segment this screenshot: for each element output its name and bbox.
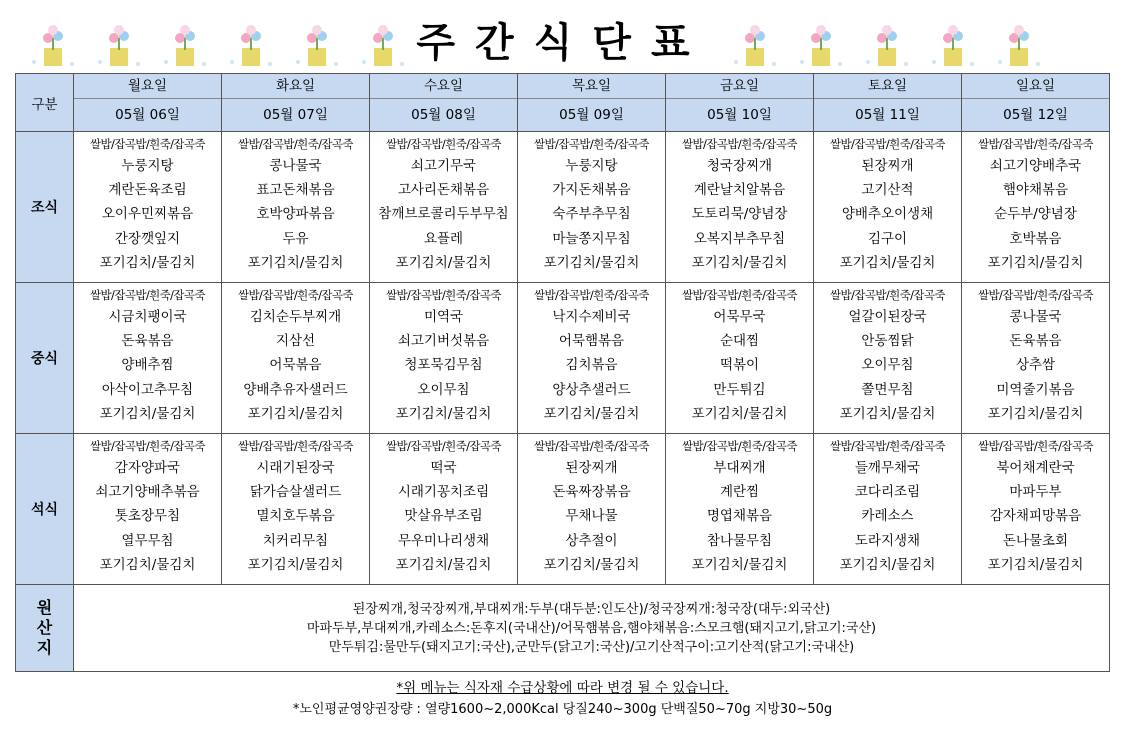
menu-item: 부대찌개	[713, 460, 766, 476]
flower-pot-icon	[924, 18, 982, 72]
day-header-fri	[666, 74, 814, 132]
menu-item: 무채나물	[565, 508, 618, 525]
menu-item: 양배추오이생채	[841, 206, 934, 223]
menu-item: 김치볶음	[565, 357, 618, 374]
menu-cell	[74, 434, 222, 585]
menu-item: 참깨브로콜리두부무침	[378, 206, 509, 223]
menu-item: 감자채피망볶음	[989, 508, 1082, 525]
menu-cell	[814, 434, 962, 585]
menu-item: 청포묵김무침	[404, 357, 483, 374]
menu-item: 포기김치/물김치	[839, 254, 936, 271]
menu-item: 콩나물국	[1009, 309, 1062, 325]
day-date: 05월 06일	[115, 107, 180, 123]
menu-item: 어묵볶음	[269, 357, 322, 374]
flower-pot-icon	[792, 18, 850, 72]
menu-item: 감자양파국	[114, 460, 181, 476]
menu-item: 코다리조림	[854, 484, 921, 501]
meal-row-dinner	[16, 434, 1110, 585]
menu-item: 치커리무침	[262, 532, 329, 549]
menu-cell	[370, 283, 518, 434]
rice-options: 쌀밥/잡곡밥/흰죽/잡곡죽	[238, 439, 353, 453]
menu-item: 맛살유부조림	[404, 508, 483, 525]
menu-item: 도라지생채	[854, 532, 921, 549]
menu-item: 명엽채볶음	[706, 508, 773, 525]
rice-options: 쌀밥/잡곡밥/흰죽/잡곡죽	[534, 439, 649, 453]
menu-item: 쇠고기양배추국	[989, 158, 1082, 174]
menu-cell	[814, 132, 962, 283]
day-header-row	[16, 74, 1110, 132]
day-name: 화요일	[222, 74, 369, 99]
menu-item: 오이우민찌볶음	[101, 206, 194, 223]
flower-pot-icon	[90, 18, 148, 72]
menu-item: 쇠고기버섯볶음	[397, 333, 490, 350]
menu-item: 포기김치/물김치	[839, 405, 936, 422]
menu-item: 쫄면무침	[861, 381, 914, 398]
day-name: 일요일	[962, 74, 1109, 99]
menu-item: 안동찜닭	[861, 333, 914, 350]
menu-item: 닭가슴살샐러드	[249, 484, 342, 501]
rice-options: 쌀밥/잡곡밥/흰죽/잡곡죽	[534, 288, 649, 302]
rice-options: 쌀밥/잡곡밥/흰죽/잡곡죽	[238, 137, 353, 151]
day-date: 05월 12일	[1003, 107, 1068, 123]
menu-item: 떡국	[430, 460, 457, 476]
rice-options: 쌀밥/잡곡밥/흰죽/잡곡죽	[238, 288, 353, 302]
menu-item: 누룽지탕	[121, 158, 174, 174]
menu-item: 지삼선	[275, 333, 316, 350]
menu-cell	[222, 434, 370, 585]
menu-item: 미역국	[423, 309, 464, 325]
flower-pot-icon	[726, 18, 784, 72]
menu-item: 포기김치/물김치	[99, 405, 196, 422]
day-name: 수요일	[370, 74, 517, 99]
meal-body	[16, 132, 1110, 585]
menu-item: 햄야채볶음	[1002, 182, 1069, 199]
origin-info	[74, 585, 1110, 672]
rice-options: 쌀밥/잡곡밥/흰죽/잡곡죽	[90, 288, 205, 302]
menu-item: 들깨무채국	[854, 460, 921, 476]
day-header-sun	[962, 74, 1110, 132]
menu-item: 낙지수제비국	[552, 309, 631, 325]
menu-item: 떡볶이	[719, 357, 760, 374]
rice-options: 쌀밥/잡곡밥/흰죽/잡곡죽	[682, 439, 797, 453]
day-header-tue	[222, 74, 370, 132]
menu-cell	[74, 283, 222, 434]
menu-item: 돈육볶음	[1009, 333, 1062, 350]
menu-item: 어묵무국	[713, 309, 766, 325]
menu-item: 계란돈육조림	[108, 182, 187, 199]
menu-item: 포기김치/물김치	[395, 556, 492, 573]
origin-label-char: 원	[36, 598, 53, 617]
origin-line: 만두튀김:물만두(돼지고기:국산),군만두(닭고기:국산)/고기산적구이:고기산적(닭고기:국내산)	[328, 639, 855, 655]
rice-options: 쌀밥/잡곡밥/흰죽/잡곡죽	[830, 439, 945, 453]
menu-item: 포기김치/물김치	[543, 556, 640, 573]
menu-item: 포기김치/물김치	[987, 254, 1084, 271]
menu-item: 호박볶음	[1009, 230, 1062, 247]
menu-cell	[962, 434, 1110, 585]
rice-options: 쌀밥/잡곡밥/흰죽/잡곡죽	[90, 439, 205, 453]
menu-cell	[74, 132, 222, 283]
menu-item: 된장찌개	[565, 460, 618, 476]
day-date: 05월 09일	[559, 107, 624, 123]
menu-cell	[518, 132, 666, 283]
flower-decoration-left	[24, 18, 412, 72]
origin-line: 마파두부,부대찌개,카레소스:돈후지(국내산)/어묵햄볶음,햄야채볶음:스모크햄(돼지고기,닭고기:국산)	[306, 620, 877, 636]
day-date: 05월 07일	[263, 107, 328, 123]
menu-item: 김구이	[867, 230, 908, 247]
rice-options: 쌀밥/잡곡밥/흰죽/잡곡죽	[682, 288, 797, 302]
menu-item: 숙주부추무침	[552, 206, 631, 223]
menu-item: 표고돈채볶음	[256, 182, 335, 199]
menu-item: 청국장찌개	[706, 158, 773, 174]
meal-label: 조식	[16, 132, 74, 283]
day-header-thu	[518, 74, 666, 132]
menu-item: 포기김치/물김치	[691, 556, 788, 573]
menu-item: 포기김치/물김치	[247, 405, 344, 422]
menu-item: 콩나물국	[269, 158, 322, 174]
menu-item: 시금치팽이국	[108, 309, 187, 325]
flower-decoration-right	[726, 18, 1048, 72]
meal-label: 중식	[16, 283, 74, 434]
menu-item: 김치순두부찌개	[249, 309, 342, 325]
menu-item: 돈나물초회	[1002, 532, 1069, 549]
menu-item: 양배추유자샐러드	[243, 381, 348, 398]
menu-item: 양상추샐러드	[552, 381, 631, 398]
flower-pot-icon	[288, 18, 346, 72]
origin-row	[16, 585, 1110, 672]
menu-cell	[962, 283, 1110, 434]
menu-item: 고사리돈채볶음	[397, 182, 490, 199]
origin-line: 된장찌개,청국장찌개,부대찌개:두부(대두분:인도산)/청국장찌개:청국장(대두:외국산)	[352, 601, 831, 617]
day-header-mon	[74, 74, 222, 132]
meal-row-lunch	[16, 283, 1110, 434]
origin-label-char: 산	[36, 618, 53, 637]
menu-item: 요플레	[423, 230, 464, 247]
menu-item: 열무무침	[121, 532, 174, 549]
menu-item: 포기김치/물김치	[395, 405, 492, 422]
menu-item: 무우미나리생채	[397, 532, 490, 549]
menu-item: 포기김치/물김치	[395, 254, 492, 271]
menu-item: 누룽지탕	[565, 158, 618, 174]
menu-item: 포기김치/물김치	[987, 556, 1084, 573]
menu-item: 가지돈채볶음	[552, 182, 631, 199]
menu-item: 쇠고기무국	[410, 158, 477, 174]
menu-cell	[666, 132, 814, 283]
menu-item: 포기김치/물김치	[247, 556, 344, 573]
rice-options: 쌀밥/잡곡밥/흰죽/잡곡죽	[386, 137, 501, 151]
menu-item: 돈육볶음	[121, 333, 174, 350]
page-header	[0, 0, 1125, 72]
meal-row-breakfast	[16, 132, 1110, 283]
rice-options: 쌀밥/잡곡밥/흰죽/잡곡죽	[830, 137, 945, 151]
menu-item: 순대찜	[719, 333, 760, 350]
flower-pot-icon	[222, 18, 280, 72]
menu-item: 포기김치/물김치	[543, 405, 640, 422]
menu-item: 돈육짜장볶음	[552, 484, 631, 501]
menu-item: 호박양파볶음	[256, 206, 335, 223]
menu-item: 두유	[282, 230, 309, 247]
origin-label-char: 지	[36, 638, 53, 657]
menu-item: 얼갈이된장국	[848, 309, 927, 325]
menu-item: 고기산적	[861, 182, 914, 199]
menu-item: 상추쌈	[1015, 357, 1056, 374]
day-name: 토요일	[814, 74, 961, 99]
menu-item: 포기김치/물김치	[99, 254, 196, 271]
rice-options: 쌀밥/잡곡밥/흰죽/잡곡죽	[978, 288, 1093, 302]
menu-item: 마파두부	[1009, 484, 1062, 501]
menu-item: 포기김치/물김치	[691, 405, 788, 422]
menu-item: 양배추찜	[121, 357, 174, 374]
rice-options: 쌀밥/잡곡밥/흰죽/잡곡죽	[682, 137, 797, 151]
menu-item: 아삭이고추무침	[101, 381, 194, 398]
flower-pot-icon	[354, 18, 412, 72]
menu-item: 순두부/양념장	[994, 206, 1077, 223]
menu-item: 상추절이	[565, 532, 618, 549]
menu-item: 시래기된장국	[256, 460, 335, 476]
menu-item: 마늘쫑지무침	[552, 230, 631, 247]
flower-pot-icon	[990, 18, 1048, 72]
menu-item: 어묵햄볶음	[558, 333, 625, 350]
menu-item: 미역줄기볶음	[996, 381, 1075, 398]
day-header-sat	[814, 74, 962, 132]
menu-item: 쇠고기양배추볶음	[95, 484, 200, 501]
menu-cell	[222, 132, 370, 283]
menu-item: 도토리묵/양념장	[691, 206, 788, 223]
meal-label: 석식	[16, 434, 74, 585]
menu-cell	[518, 434, 666, 585]
menu-item: 간장깻잎지	[114, 230, 181, 247]
menu-item: 멸치호두볶음	[256, 508, 335, 525]
menu-cell	[370, 132, 518, 283]
menu-item: 포기김치/물김치	[543, 254, 640, 271]
rice-options: 쌀밥/잡곡밥/흰죽/잡곡죽	[978, 439, 1093, 453]
menu-item: 포기김치/물김치	[247, 254, 344, 271]
menu-item: 톳초장무침	[114, 508, 181, 525]
weekly-menu-table	[15, 73, 1110, 672]
page-title: 주간식단표	[416, 20, 710, 66]
rice-options: 쌀밥/잡곡밥/흰죽/잡곡죽	[534, 137, 649, 151]
menu-cell	[370, 434, 518, 585]
menu-cell	[518, 283, 666, 434]
menu-item: 계란찜	[719, 484, 760, 501]
menu-item: 시래기꽁치조림	[397, 484, 490, 501]
menu-cell	[666, 434, 814, 585]
menu-cell	[666, 283, 814, 434]
header-label: 구분	[16, 74, 74, 132]
nutrition-footnote: *노인평균영양권장량 : 열량1600~2,000Kcal 당질240~300g 단백질50~70g 지방30~50g	[292, 702, 833, 717]
menu-cell	[222, 283, 370, 434]
day-date: 05월 08일	[411, 107, 476, 123]
menu-item: 된장찌개	[861, 158, 914, 174]
day-date: 05월 11일	[855, 107, 920, 123]
menu-item: 포기김치/물김치	[987, 405, 1084, 422]
menu-item: 오이무침	[417, 381, 470, 398]
rice-options: 쌀밥/잡곡밥/흰죽/잡곡죽	[386, 288, 501, 302]
menu-item: 만두튀김	[713, 381, 766, 398]
menu-item: 포기김치/물김치	[99, 556, 196, 573]
rice-options: 쌀밥/잡곡밥/흰죽/잡곡죽	[978, 137, 1093, 151]
day-name: 금요일	[666, 74, 813, 99]
day-name: 목요일	[518, 74, 665, 99]
menu-item: 오복지부추무침	[693, 230, 786, 247]
change-notice: *위 메뉴는 식자재 수급상황에 따라 변경 될 수 있습니다.	[396, 680, 729, 696]
menu-cell	[814, 283, 962, 434]
menu-item: 포기김치/물김치	[839, 556, 936, 573]
origin-label	[16, 585, 74, 672]
menu-cell	[962, 132, 1110, 283]
rice-options: 쌀밥/잡곡밥/흰죽/잡곡죽	[90, 137, 205, 151]
menu-item: 북어채계란국	[996, 460, 1075, 476]
flower-pot-icon	[24, 18, 82, 72]
day-date: 05월 10일	[707, 107, 772, 123]
menu-item: 참나물무침	[706, 532, 773, 549]
day-header-wed	[370, 74, 518, 132]
flower-pot-icon	[858, 18, 916, 72]
day-name: 월요일	[74, 74, 221, 99]
flower-pot-icon	[156, 18, 214, 72]
menu-item: 계란날치알볶음	[693, 182, 786, 199]
rice-options: 쌀밥/잡곡밥/흰죽/잡곡죽	[830, 288, 945, 302]
rice-options: 쌀밥/잡곡밥/흰죽/잡곡죽	[386, 439, 501, 453]
menu-item: 오이무침	[861, 357, 914, 374]
menu-item: 카레소스	[861, 508, 914, 525]
menu-item: 포기김치/물김치	[691, 254, 788, 271]
